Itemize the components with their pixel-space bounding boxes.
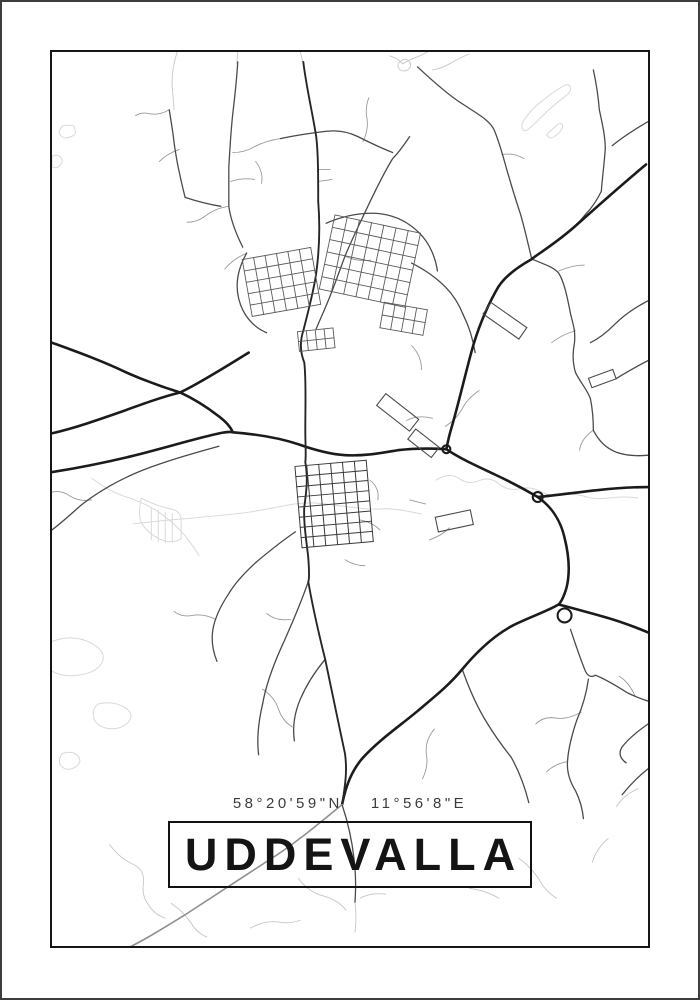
block-rects — [377, 303, 616, 532]
title-box — [168, 821, 532, 888]
street-grid — [242, 247, 320, 316]
layer-minor-roads — [52, 98, 635, 779]
roundabouts — [442, 445, 571, 622]
layer-major-roads — [52, 164, 648, 804]
street-grid — [319, 215, 420, 307]
latitude-label: 58°20'59"N — [232, 795, 343, 812]
map-border — [50, 50, 650, 948]
coordinates-label — [52, 795, 648, 812]
city-title: UDDEVALLA — [184, 829, 523, 880]
layer-water — [52, 85, 638, 770]
longitude-label: 11°56'8"E — [370, 795, 468, 812]
street-grid — [297, 328, 335, 352]
layer-main-street — [301, 62, 346, 805]
